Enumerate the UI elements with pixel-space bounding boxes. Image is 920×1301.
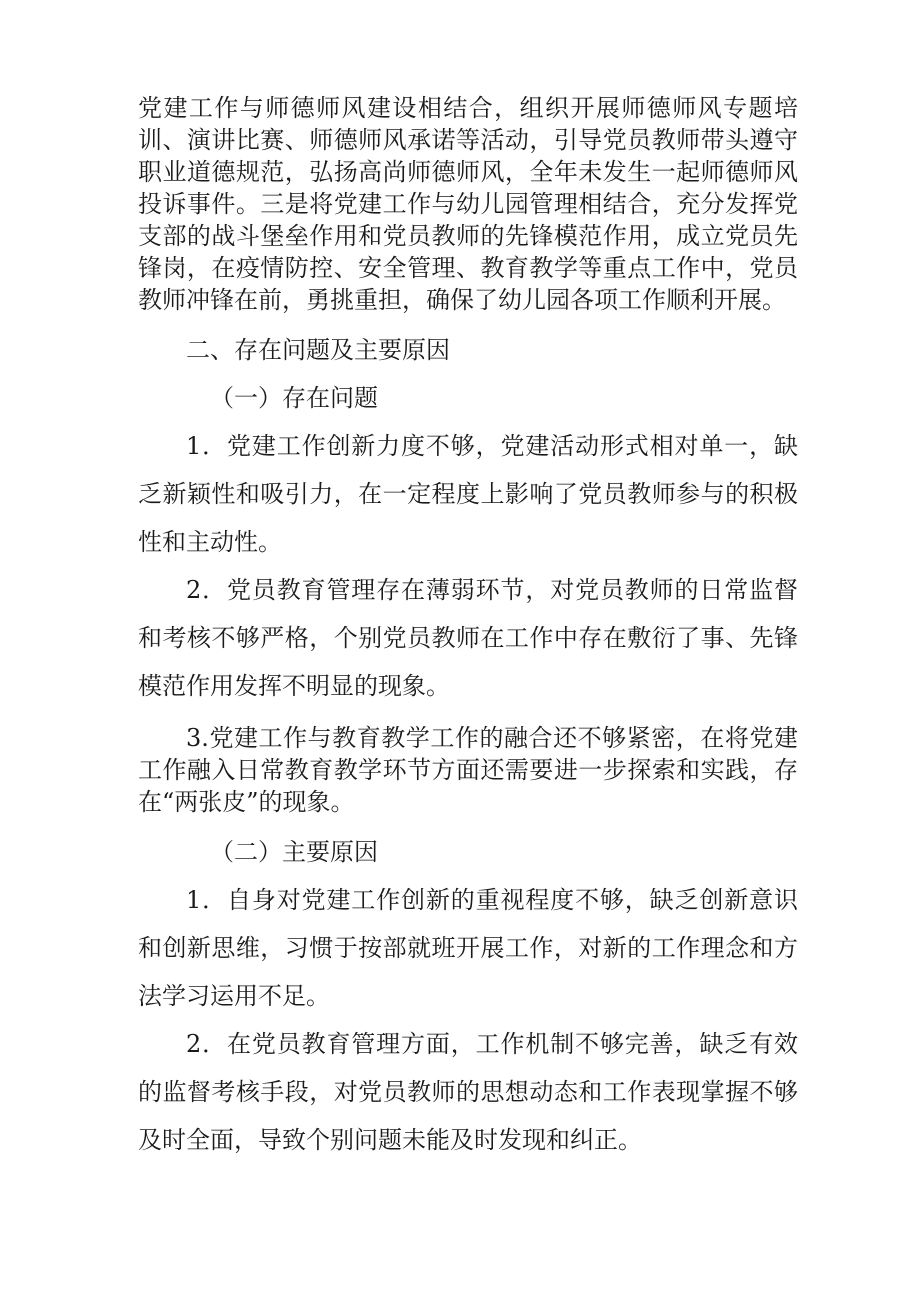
problem-item-2: 2．党员教育管理存在薄弱环节，对党员教师的日常监督和考核不够严格，个别党员教师在工作中存在敷衍了事、先锋模范作用发挥不明显的现象。 [138,576,798,700]
spacer [138,818,798,828]
cause-item-2: 2．在党员教育管理方面，工作机制不够完善，缺乏有效的监督考核手段，对党员教师的思想动态和工作表现掌握不够及时全面，导致个别问题未能及时发现和纠正。 [138,1030,798,1154]
problem-item-3: 3.党建工作与教育教学工作的融合还不够紧密，在将党建工作融入日常教育教学环节方面还需要进一步探索和实践，存在“两张皮”的现象。 [138,724,798,816]
cause-item-1: 1．自身对党建工作创新的重视程度不够，缺乏创新意识和创新思维，习惯于按部就班开展工作，对新的工作理念和方法学习运用不足。 [138,886,798,1010]
causes-heading: （二）主要原因 [210,838,378,866]
document-body [138,92,798,1164]
section-heading: 二、存在问题及主要原因 [186,336,450,364]
problem-item-1: 1．党建工作创新力度不够，党建活动形式相对单一，缺乏新颖性和吸引力，在一定程度上影响了党员教师参与的积极性和主动性。 [138,432,798,556]
intro-paragraph: 党建工作与师德师风建设相结合，组织开展师德师风专题培训、演讲比赛、师德师风承诺等活动，引导党员教师带头遵守职业道德规范，弘扬高尚师德师风，全年未发生一起师德师风投诉事件。三是将党建工作与幼儿园管理相结合，充分发挥党支部的战斗堡垒作用和党员教师的先锋模范作用，成立党员先锋岗，在疫情防控、安全管理、教育教学等重点工作中，党员教师冲锋在前，勇挑重担，确保了幼儿园各项工作顺利开展。 [138,94,798,314]
problems-heading: （一）存在问题 [210,384,378,412]
spacer [138,316,798,326]
spacer [138,710,798,722]
